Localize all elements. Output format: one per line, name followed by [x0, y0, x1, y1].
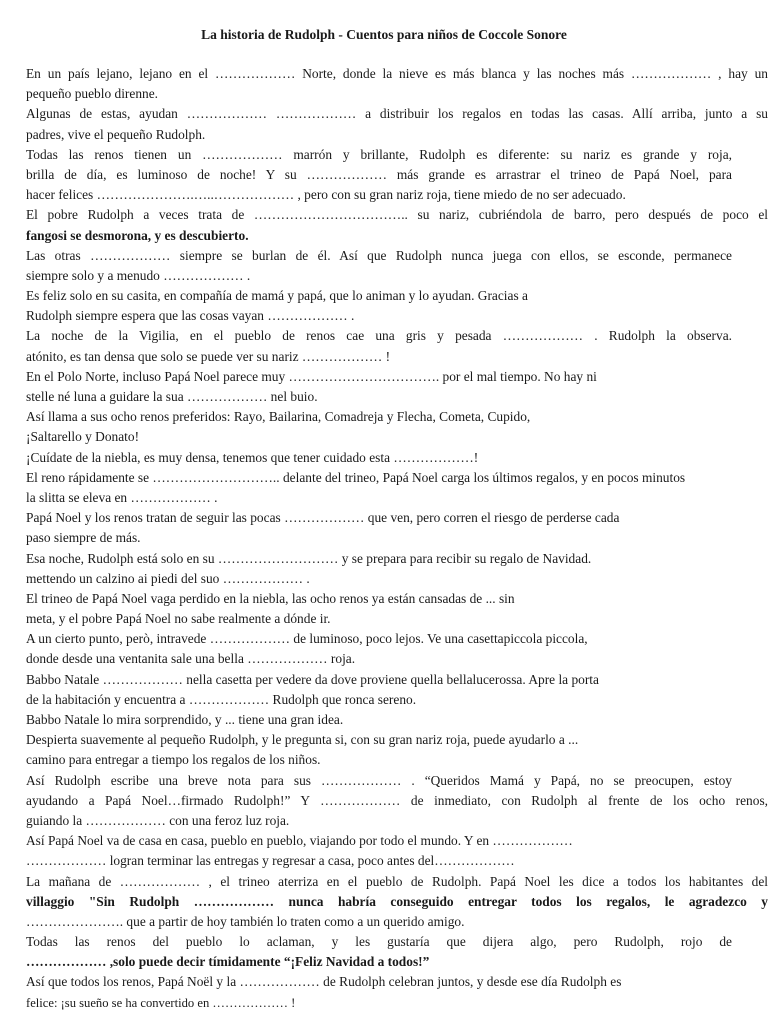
story-line: Así Rudolph escribe una breve nota para sus ……………… . “Queridos Mamá y Papá, no se preocupen, estoy [26, 772, 732, 788]
story-line: La noche de la Vigilia, en el pueblo de renos cae una gris y pesada ……………… . Rudolph la observa. [26, 328, 732, 344]
story-line: ¡Saltarello y Donato! [26, 429, 140, 445]
story-body [26, 64, 768, 1013]
story-line: ¡Cuídate de la niebla, es muy densa, tenemos que tener cuidado esta ………………! [26, 449, 479, 465]
story-line: siempre solo y a menudo ……………… . [26, 267, 251, 283]
story-line: padres, vive el pequeño Rudolph. [26, 126, 206, 142]
story-line: meta, y el pobre Papá Noel no sabe realmente a dónde ir. [26, 611, 331, 627]
story-line: Algunas de estas, ayudan ……………… ……………… a distribuir los regalos en todas las casas. Allí arriba, junto a su [26, 106, 768, 122]
story-line: de la habitación y encuentra a ……………… Rudolph que ronca sereno. [26, 691, 417, 707]
story-line: camino para entregar a tiempo los regalos de los niños. [26, 752, 321, 768]
story-line: stelle né luna a guidare la sua ……………… nel buio. [26, 389, 318, 404]
story-line: La mañana de ……………… , el trineo aterriza en el pueblo de Rudolph. Papá Noel les dice a todos los habitantes del [26, 873, 768, 889]
story-line: pequeño pueblo direnne. [26, 86, 159, 102]
story-line: la slitta se eleva en ……………… . [26, 489, 218, 505]
story-line: Babbo Natale ……………… nella casetta per vedere da dove proviene quella bellalucerossa. Apre la porta [26, 671, 599, 687]
story-line: Así llama a sus ocho renos preferidos: Rayo, Bailarina, Comadreja y Flecha, Cometa, Cupido, [26, 409, 531, 425]
story-line: mettendo un calzino ai piedi del suo ……………… . [26, 570, 310, 586]
story-line: atónito, es tan densa que solo se puede ver su nariz ……………… ! [26, 348, 391, 364]
story-line: Despierta suavemente al pequeño Rudolph, y le pregunta si, con su gran nariz roja, puede ayudarlo a ... [26, 732, 579, 748]
story-line: donde desde una ventanita sale una bella ……………… roja. [26, 651, 356, 667]
story-line: En el Polo Norte, incluso Papá Noel parece muy ……………………………. por el mal tiempo. No hay ni [26, 368, 597, 384]
story-line: paso siempre de más. [26, 530, 141, 546]
story-line: brilla de día, es luminoso de noche! Y su ……………… más grande es arrastrar el trineo de Papá Noel, para [26, 166, 732, 182]
story-line: En un país lejano, lejano en el ……………… Norte, donde la nieve es más blanca y las noches más ……………… , hay un [26, 66, 768, 81]
story-line: Babbo Natale lo mira sorprendido, y ... tiene una gran idea. [26, 712, 344, 727]
story-line: felice: ¡su sueño se ha convertido en ……………… ! [26, 995, 296, 1010]
story-line: ……………… logran terminar las entregas y regresar a casa, poco antes del……………… [26, 853, 515, 869]
story-line: Papá Noel y los renos tratan de seguir las pocas ……………… que ven, pero corren el riesgo de perderse cada [26, 510, 620, 526]
story-line: Todas las renos del pueblo lo aclaman, y les gustaría que dijera algo, pero Rudolph, rojo de [26, 934, 732, 950]
story-line-bold: fangosi se desmorona, y es descubierto. [26, 227, 249, 243]
story-line: Es feliz solo en su casita, en compañía de mamá y papá, que lo animan y lo ayudan. Gracias a [26, 288, 528, 304]
story-line: Las otras ……………… siempre se burlan de él. Así que Rudolph nunca juega con ellos, se esconde, permanece [26, 247, 732, 263]
story-line-bold: villaggio "Sin Rudolph ……………… nunca habría conseguido entregar todos los regalos, le agradezco y [26, 893, 768, 909]
story-line: hacer felices ………………….…..……………… , pero con su gran nariz roja, tiene miedo de no ser adecuado. [26, 187, 626, 203]
story-line-bold: ……………… ,solo puede decir tímidamente “¡Feliz Navidad a todos!” [26, 954, 430, 970]
story-line: Así Papá Noel va de casa en casa, pueblo en pueblo, viajando por todo el mundo. Y en ……………… [26, 833, 573, 849]
story-line: El pobre Rudolph a veces trata de …………………………….. su nariz, cubriéndola de barro, pero después de poco el [26, 207, 768, 223]
story-line: Esa noche, Rudolph está solo en su ……………………… y se prepara para recibir su regalo de Navidad. [26, 550, 592, 566]
story-line: ayudando a Papá Noel…firmado Rudolph!” Y ……………… de inmediato, con Rudolph al frente de los ocho renos, [26, 792, 768, 808]
story-line: guiando la ……………… con una feroz luz roja. [26, 812, 290, 828]
story-line: El reno rápidamente se ……………………….. delante del trineo, Papá Noel carga los últimos regalos, y en pocos minutos [26, 469, 686, 485]
story-line: Así que todos los renos, Papá Noël y la ……………… de Rudolph celebran juntos, y desde ese día Rudolph es [26, 974, 622, 990]
document-title: La historia de Rudolph - Cuentos para niños de Coccole Sonore [201, 27, 567, 42]
story-line: Rudolph siempre espera que las cosas vayan ……………… . [26, 308, 355, 324]
story-line: El trineo de Papá Noel vaga perdido en la niebla, las ocho renos ya están cansadas de ... sin [26, 590, 515, 606]
story-line: …………………. que a partir de hoy también lo traten como a un querido amigo. [26, 913, 465, 929]
story-line: A un cierto punto, però, intravede ……………… de luminoso, poco lejos. Ve una casettapiccola piccola, [26, 631, 588, 647]
story-line: Todas las renos tienen un ……………… marrón y brillante, Rudolph es diferente: su nariz es grande y roja, [26, 146, 732, 162]
